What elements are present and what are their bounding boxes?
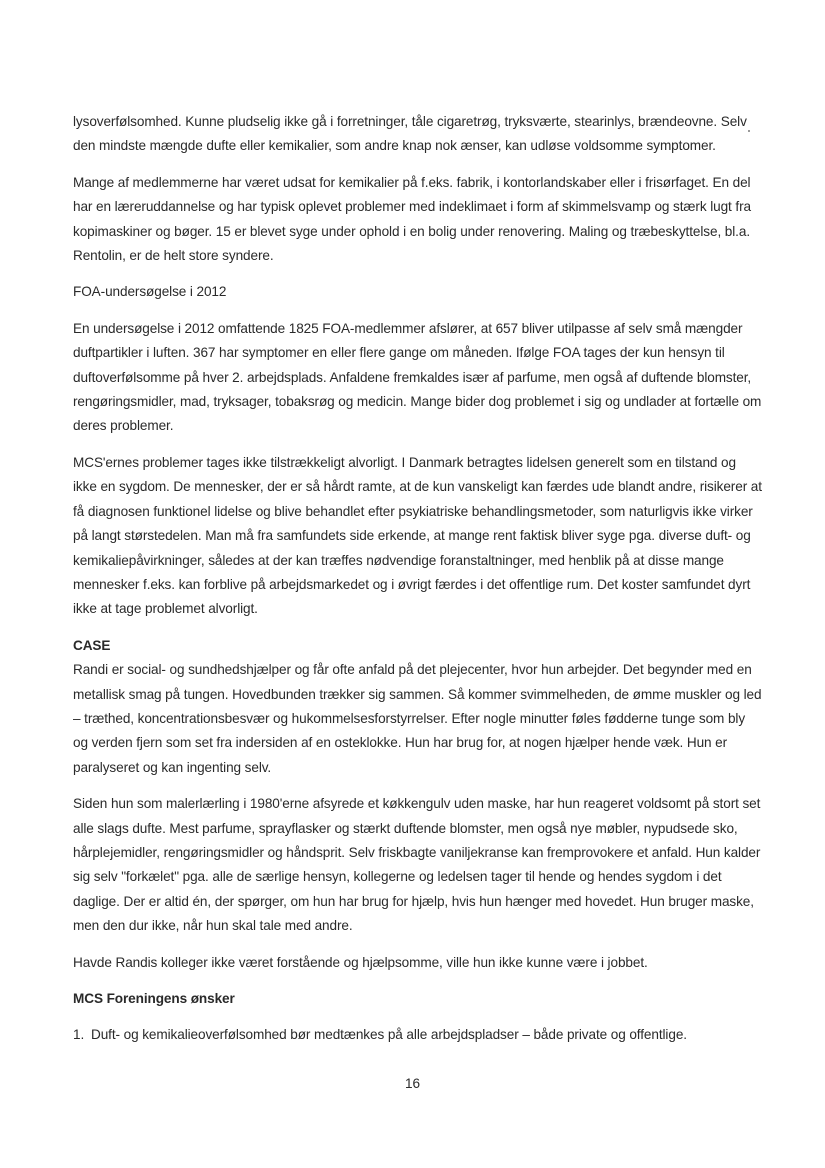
paragraph-foa-survey: En undersøgelse i 2012 omfattende 1825 FOA-medlemmer afslører, at 657 bliver utilpasse af selv små mængder duftpartikler i luften. 367 har symptomer en eller flere gange om måneden. Ifølge FOA tages der kun hensyn til duftoverfølsomme på hver 2. arbejdsplads. Anfaldene fremkaldes især af parfume, men også af duftende blomster, rengøringsmidler, mad, tryksager, tobaksrøg og medicin. Mange bider dog problemet i sig og undlader at fortælle om deres problemer. [73, 320, 762, 434]
document-body [73, 110, 763, 1048]
heading-case: CASE [73, 637, 111, 653]
page-number: 16 [404, 1076, 421, 1091]
list-item-text: Duft- og kemikalieoverfølsomhed bør medtænkes på alle arbejdspladser – både private og offentlige. [91, 1027, 687, 1043]
paragraph-mcs-problems: MCS'ernes problemer tages ikke tilstrækkeligt alvorligt. I Danmark betragtes lidelsen generelt som en tilstand og ikke en sygdom. De mennesker, der er så hårdt ramte, at de kun vanskeligt kan færdes ude blandt andre, risikerer at få diagnosen funktionel lidelse og blive behandlet efter psykiatriske behandlingsmetoder, som naturligvis ikke virker på langt størstedelen. Man må fra samfundets side erkende, at mange rent faktisk bliver syge pga. diverse duft- og kemikaliepåvirkninger, således at der kan træffes nødvendige foranstaltninger, med henblik på at disse mange mennesker f.eks. kan forblive på arbejdsmarkedet og i øvrigt færdes i det offentlige rum. Det koster samfundet dyrt ikke at tage problemet alvorligt. [73, 454, 762, 617]
paragraph-intro: lysoverfølsomhed. Kunne pludselig ikke gå i forretninger, tåle cigaretrøg, tryksværte, stearinlys, brændeovne. Selv den mindste mængde dufte eller kemikalier, som andre knap nok ænser, kan udløse voldsomme symptomer. [73, 114, 747, 154]
paragraph-exposure: Mange af medlemmerne har været udsat for kemikalier på f.eks. fabrik, i kontorlandskaber eller i frisørfaget. En del har en læreruddannelse og har typisk oplevet problemer med indeklimaet i form af skimmelsvamp og stærk lugt fra kopimaskiner og bøger. 15 er blevet syge under ophold i en bolig under renovering. Maling og træbeskyttelse, bl.a. Rentolin, er de helt store syndere. [73, 174, 751, 264]
list-item-number: 1. [73, 1027, 85, 1043]
paragraph-case-randi: Randi er social- og sundhedshjælper og får ofte anfald på det plejecenter, hvor hun arbejder. Det begynder med en metallisk smag på tungen. Hovedbunden trækker sig sammen. Så kommer svimmelheden, de ømme muskler og led – træthed, koncentrationsbesvær og hukommelsesforstyrrelser. Efter nogle minutter føles fødderne tunge som bly og verden fjern som set fra indersiden af en osteklokke. Hun har brug for, at nogen hjælper hende væk. Hun er paralyseret og kan ingenting selv. [73, 662, 762, 775]
heading-foa-survey: FOA-undersøgelse i 2012 [73, 284, 227, 300]
list-item [73, 1023, 763, 1047]
paragraph-case-colleagues: Havde Randis kolleger ikke været forstående og hjælpsomme, ville hun ikke kunne være i jobbet. [73, 954, 648, 970]
heading-mcs-wishes: MCS Foreningens ønsker [73, 991, 235, 1006]
paragraph-case-history: Siden hun som malerlærling i 1980'erne afsyrede et køkkengulv uden maske, har hun reageret voldsomt på stort set alle slags dufte. Mest parfume, sprayflasker og stærkt duftende blomster, men også nye møbler, nypudsede sko, hårplejemidler, rengøringsmidler og håndsprit. Selv friskbagte vaniljekranse kan fremprovokere et anfald. Hun kalder sig selv "forkælet" pga. alle de særlige hensyn, kollegerne og ledelsen tager til hende og hendes sygdom i det daglige. Der er altid én, der spørger, om hun har brug for hjælp, hvis hun hænger med hovedet. Hun bruger maske, men den dur ikke, når hun skal tale med andre. [73, 796, 761, 934]
